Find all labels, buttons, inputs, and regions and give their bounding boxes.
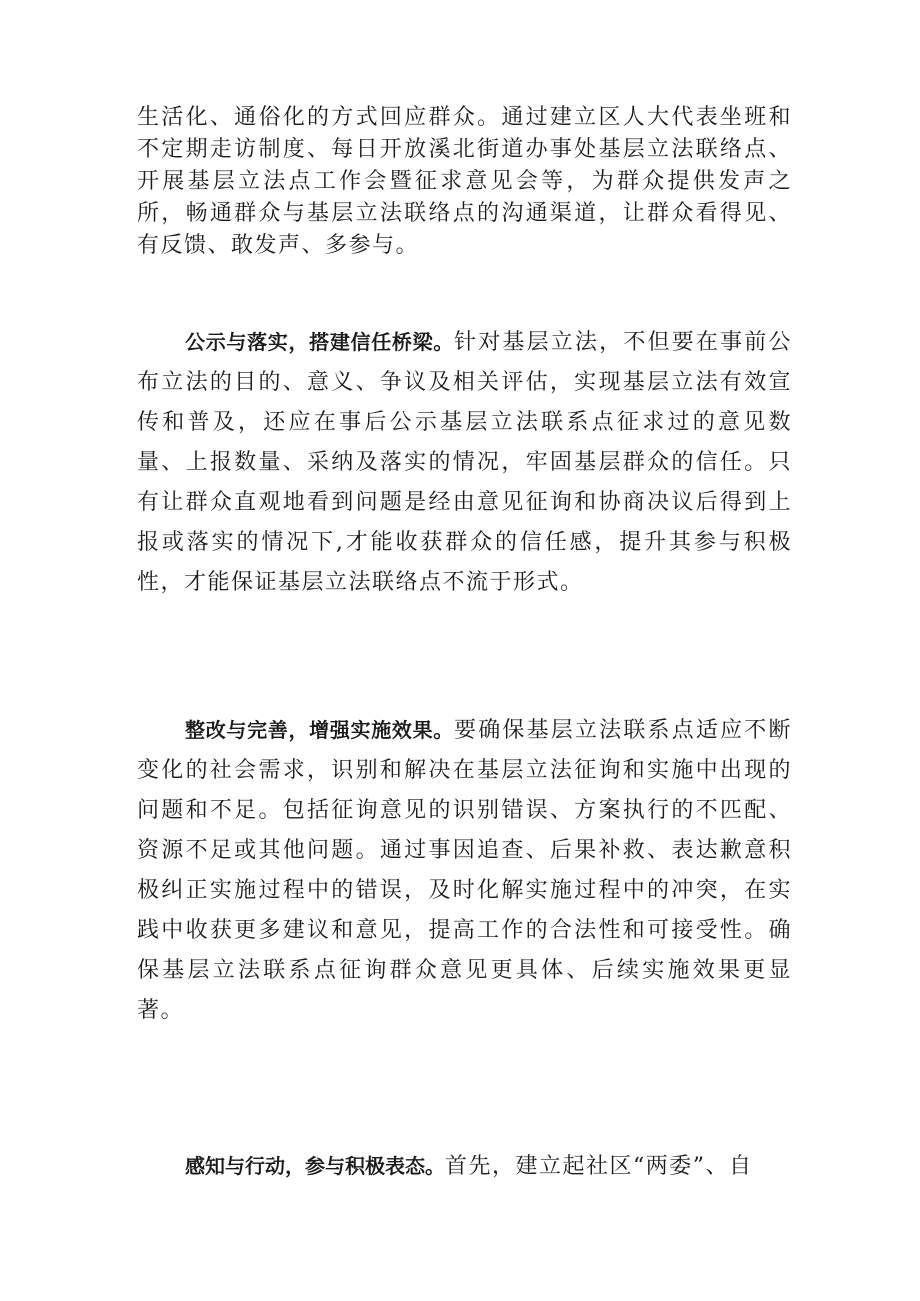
paragraph-3 (137, 710, 792, 1031)
paragraph-2-text: 针对基层立法，不但要在事前公布立法的目的、意义、争议及相关评估，实现基层立法有效宣传和普及，还应在事后公示基层立法联系点征求过的意见数量、上报数量、采纳及落实的情况，牢固基层群众的信任。只有让群众直观地看到问题是经由意见征询和协商决议后得到上报或落实的情况下,才能收获群众的信任感，提升其参与积极性，才能保证基层立法联络点不流于形式。 (137, 330, 792, 595)
paragraph-4 (137, 1146, 792, 1187)
paragraph-3-text: 要确保基层立法联系点适应不断变化的社会需求，识别和解决在基层立法征询和实施中出现的问题和不足。包括征询意见的识别错误、方案执行的不匹配、资源不足或其他问题。通过事因追查、后果补救、表达歉意积极纠正实施过程中的错误，及时化解实施过程中的冲突，在实践中收获更多建议和意见，提高工作的合法性和可接受性。确保基层立法联系点征询群众意见更具体、后续实施效果更显著。 (137, 718, 792, 1023)
paragraph-2 (137, 322, 792, 603)
paragraph-2-lead: 公示与落实，搭建信任桥梁。 (185, 330, 454, 354)
paragraph-4-lead: 感知与行动，参与积极表态。 (185, 1154, 445, 1178)
paragraph-3-lead: 整改与完善，增强实施效果。 (185, 718, 454, 742)
paragraph-4-text: 首先，建立起社区“两委”、自 (445, 1154, 753, 1179)
paragraph-1 (137, 102, 792, 262)
paragraph-1-text: 生活化、通俗化的方式回应群众。通过建立区人大代表坐班和不定期走访制度、每日开放溪北街道办事处基层立法联络点、开展基层立法点工作会暨征求意见会等，为群众提供发声之所，畅通群众与基层立法联络点的沟通渠道，让群众看得见、有反馈、敢发声、多参与。 (137, 105, 792, 258)
